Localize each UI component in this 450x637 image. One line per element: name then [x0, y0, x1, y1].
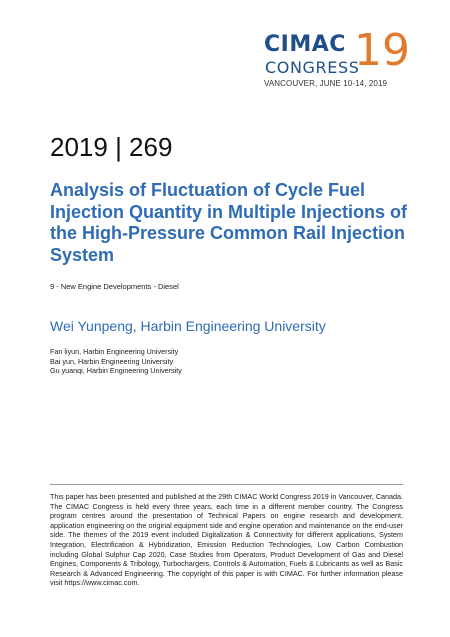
- co-authors-list: [50, 347, 182, 376]
- co-author: Bai yun, Harbin Engineering University: [50, 356, 174, 366]
- cimac-congress-logo: [264, 25, 410, 92]
- logo-year: 19: [354, 25, 410, 76]
- paper-number: 2019 | 269: [50, 132, 173, 162]
- logo-cimac-text: CIMAC: [264, 32, 346, 57]
- disclaimer-text: This paper has been presented and published at the 29th CIMAC World Congress 2019 in Vancouver, Canada. The CIMAC Congress is held every three years, each time in a different member country. The Congress program centres around the presentation of Technical Papers on engine research and development, application engineering on the original equipment side and engine operation and maintenance on the end-user side. The themes of the 2019 event included Digitalization & Connectivity for different applications, System Integration, Electrification & Hybridization, Emission Reduction Technologies, Low Carbon Combustion including Global Sulphur Cap 2020, Case Studies from Operators, Product Development of Gas and Diesel Engines, Components & Tribology, Turbochargers, Controls & Automation, Fuels & Lubricants as well as Basic Research & Advanced Engineering. The copyright of this paper is with CIMAC. For further information please visit https://www.cimac.com.: [50, 492, 403, 588]
- logo-congress-text: CONGRESS: [265, 58, 360, 77]
- divider: [50, 484, 403, 485]
- paper-category: 9 - New Engine Developments - Diesel: [50, 282, 179, 291]
- co-author: Fan liyun, Harbin Engineering University: [50, 347, 179, 356]
- logo-venue: VANCOUVER, JUNE 10-14, 2019: [264, 79, 388, 88]
- co-author: Gu yuanqi, Harbin Engineering University: [50, 366, 182, 375]
- paper-title: Analysis of Fluctuation of Cycle Fuel Injection Quantity in Multiple Injections of the High-Pressure Common Rail Injection System: [50, 180, 408, 265]
- main-author: Wei Yunpeng, Harbin Engineering University: [50, 318, 326, 334]
